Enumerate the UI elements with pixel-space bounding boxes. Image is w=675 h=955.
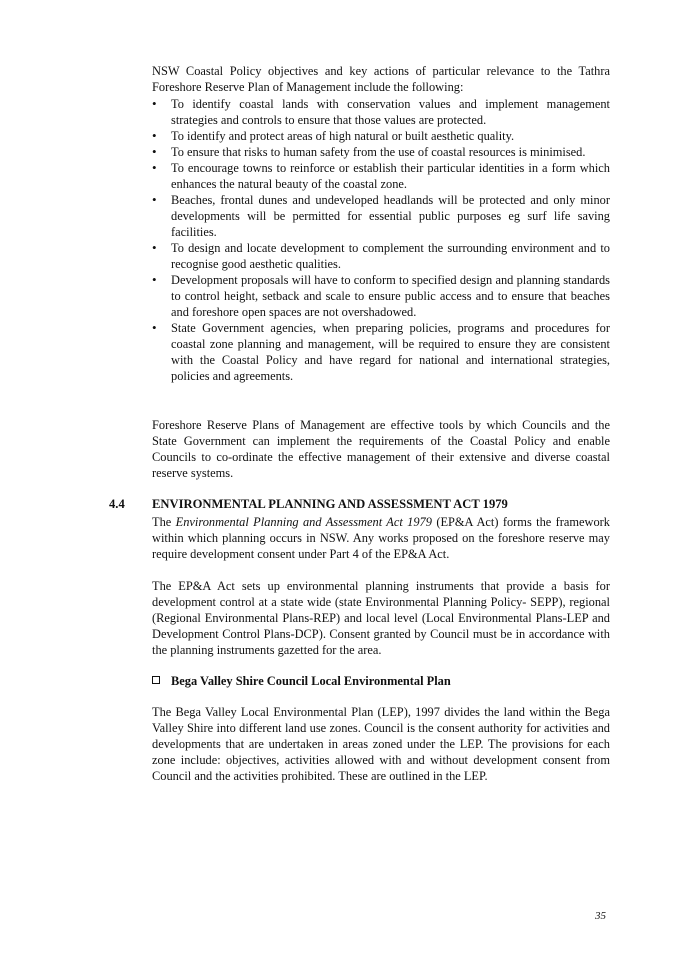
section-title: ENVIRONMENTAL PLANNING AND ASSESSMENT ACT 1979 [152,497,508,511]
list-item: • Beaches, frontal dunes and undeveloped headlands will be protected and only minor developments will be permitted for essential public purposes eg surf life saving facilities. [152,192,610,240]
list-item: • State Government agencies, when preparing policies, programs and procedures for coastal zone planning and management, will be required to ensure they are consistent with the Coastal Policy and have regard for national and international strategies, policies and agreements. [152,320,610,384]
list-item: • To ensure that risks to human safety from the use of coastal resources is minimised. [152,144,610,160]
lep-paragraph: The Bega Valley Local Environmental Plan (LEP), 1997 divides the land within the Bega Valley Shire into different land use zones. Council is the consent authority for activities and developments that are undertaken in areas zoned under the LEP. The provisions for each zone include: objectives, activities allowed with and without development consent from Council and the activities prohibited. These are outlined in the LEP. [152,705,610,783]
list-item: • To identify coastal lands with conservation values and implement management strategies and controls to ensure that those values are protected. [152,96,610,128]
act-name: Environmental Planning and Assessment Act 1979 [175,515,432,529]
epa-paragraph-1 [152,514,610,562]
epa-paragraph-1-pre: The [152,515,176,529]
checkbox-icon [152,676,160,684]
epa-paragraph-1-post: (EP&A Act) forms the framework within which planning occurs in NSW. Any works proposed on the foreshore reserve may require development consent under Part 4 of the EP&A Act. [152,515,610,561]
subsection-heading [152,673,610,689]
list-item: • Development proposals will have to conform to specified design and planning standards to control height, setback and scale to ensure public access and to ensure that beaches and foreshore open spaces are not overshadowed. [152,272,610,320]
epa-paragraph-2: The EP&A Act sets up environmental planning instruments that provide a basis for development control at a state wide (state Environmental Planning Policy- SEPP), regional (Regional Environmental Plans-REP) and local level (Local Environmental Plans-LEP and Development Control Plans-DCP). Consent granted by Council must be in accordance with the planning instruments gazetted for the area. [152,579,610,657]
policy-bullet-list [152,96,610,384]
subsection-title: Bega Valley Shire Council Local Environmental Plan [171,674,451,688]
page-number: 35 [595,910,606,922]
foreshore-paragraph: Foreshore Reserve Plans of Management are effective tools by which Councils and the State Government can implement the requirements of the Coastal Policy and enable Councils to co-ordinate the effective management of their extensive and diverse coastal reserve systems. [152,418,610,480]
list-item: • To encourage towns to reinforce or establish their particular identities in a form which enhances the natural beauty of the coastal zone. [152,160,610,192]
list-item: • To identify and protect areas of high natural or built aesthetic quality. [152,128,610,144]
intro-paragraph: NSW Coastal Policy objectives and key actions of particular relevance to the Tathra Foreshore Reserve Plan of Management include the following: [152,64,610,94]
section-number: 4.4 [109,497,125,511]
section-heading [109,496,629,512]
list-item: • To design and locate development to complement the surrounding environment and to recognise good aesthetic qualities. [152,240,610,272]
